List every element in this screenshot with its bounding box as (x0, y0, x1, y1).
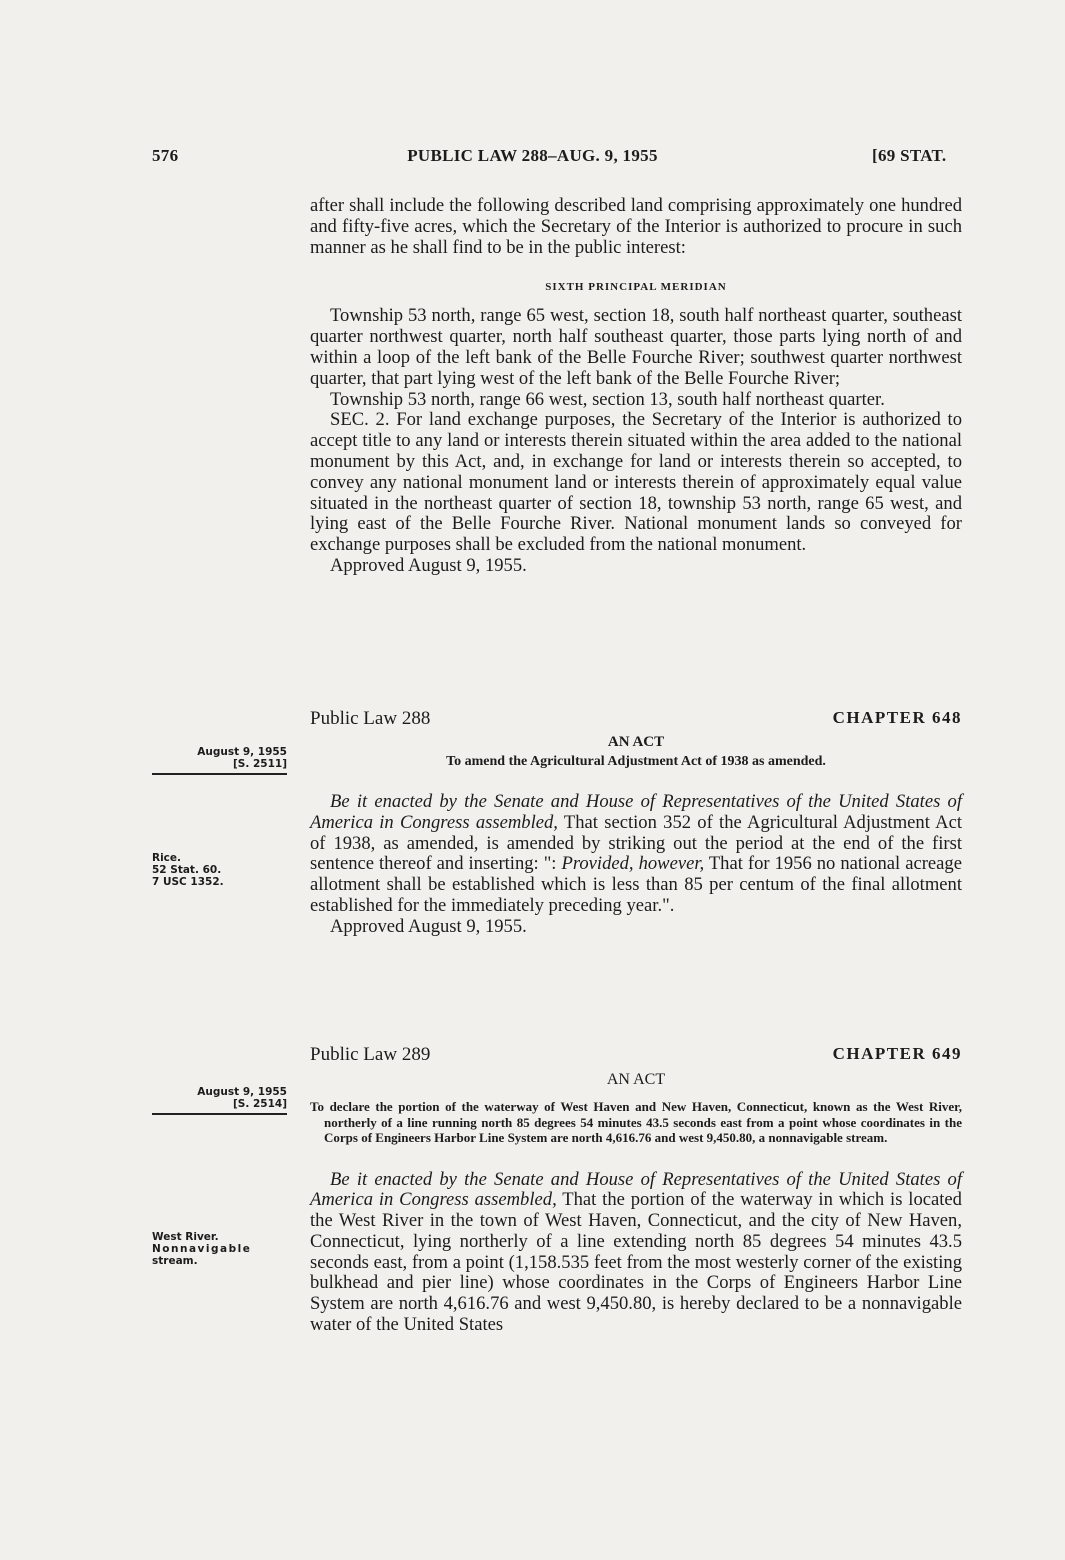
margin-note-288 (152, 746, 287, 775)
intro-paragraph: after shall include the following described land comprising approximately one hundred and fifty-five acres, which the Secretary of the Interior is authorized to procure in such manner as he shall find to be in the public interest: (310, 195, 962, 258)
margin-rice: Rice. (152, 852, 182, 864)
proviso-288: Provided, however, (561, 853, 705, 875)
law-289-label: Public Law 289 (310, 1044, 431, 1065)
purpose-288: To amend the Agricultural Adjustment Act of 1938 as amended. (446, 754, 826, 769)
margin-west-river: West River. (152, 1231, 219, 1243)
margin-stream: stream. (152, 1255, 198, 1267)
approved-date-2: Approved August 9, 1955. (330, 915, 527, 937)
enactment-289 (310, 1170, 962, 1336)
margin-nonnavigable: Nonnavigable (152, 1243, 252, 1255)
margin-7-usc: 7 USC 1352. (152, 876, 224, 888)
law-289-heading (310, 1044, 962, 1070)
margin-note-289 (152, 1086, 287, 1115)
body-288-part1: That section 352 of the Agricultural Adjustment Act of 1938, as amended, is amended by striking out the period at the end of the first sentence thereof and inserting: ": (310, 811, 962, 875)
an-act-289: AN ACT (606, 1071, 666, 1088)
purpose-289: To declare the portion of the waterway of West Haven and New Haven, Connecticut, known as the West River, northerly of a line running north 85 degrees 54 minutes 43.5 seconds east from a point whose coordinates in the Corps of Engineers Harbor Line System are north 4,616.76 and west 9,450.80, a nonnavigable stream. (310, 1099, 962, 1145)
section-2: SEC. 2. For land exchange purposes, the Secretary of the Interior is authorized to accept title to any land or interests therein situated within the area added to the national monument by this Act, and, in exchange for land or interests therein so accepted, to convey any national monument land or interests therein of approximately equal value situated in the northeast quarter of section 18, township 53 north, range 65 west, and lying east of the Belle Fourche River. National monument lands so conveyed for exchange purposes shall be excluded from the national monument. (310, 409, 962, 556)
an-act-288: AN ACT (607, 734, 665, 750)
page-number: 576 (152, 146, 179, 165)
law-289-body (310, 1071, 962, 1336)
enacting-clause-289: Be it enacted by the Senate and House of Representatives of the United States of America in Congress assembled, (310, 1168, 962, 1211)
margin-bill-288: [S. 2511] (232, 758, 287, 770)
body-288-part2: That for 1956 no national acreage allotment shall be established which is less than 85 per centum of the final allotment established for the immediately preceding year.". (310, 853, 962, 916)
law-288-heading (310, 708, 962, 734)
law-288-body (310, 733, 962, 938)
township-53-65: Township 53 north, range 65 west, section 18, south half northeast quarter, southeast quarter northwest quarter, north half southeast quarter, those parts lying north of and within a loop of the left bank of the Belle Fourche River; southwest quarter northwest quarter, that part lying west of the left bank of the Belle Fourche River; (310, 305, 962, 389)
margin-rule-289 (152, 1113, 287, 1115)
approved-date-1: Approved August 9, 1955. (330, 554, 527, 576)
margin-date-288: August 9, 1955 (197, 746, 287, 758)
running-header: PUBLIC LAW 288–AUG. 9, 1955 (407, 146, 658, 165)
margin-bill-289: [S. 2514] (232, 1098, 287, 1110)
margin-rule-288 (152, 773, 287, 775)
margin-52-stat: 52 Stat. 60. (152, 864, 222, 876)
enacting-clause-288: Be it enacted by the Senate and House of Representatives of the United States of America in Congress assembled, (310, 791, 962, 833)
township-53-66: Township 53 north, range 66 west, section 13, south half northeast quarter. (330, 388, 885, 410)
chapter-648: CHAPTER 648 (832, 708, 962, 727)
margin-refs-288 (152, 852, 287, 888)
margin-date-289: August 9, 1955 (197, 1086, 287, 1098)
meridian-heading: SIXTH PRINCIPAL MERIDIAN (545, 281, 727, 294)
margin-refs-289 (152, 1231, 287, 1267)
statute-volume: [69 STAT. (872, 146, 947, 165)
chapter-649: CHAPTER 649 (832, 1044, 962, 1063)
body-289: That the portion of the waterway in which is located the West River in the town of West Haven, Connecticut, and the city of New Haven, Connecticut, lying northerly of a line extending north 85 degrees 54 minutes 43.5 seconds east, from a point (1,158.535 feet from the most westerly corner of the existing bulkhead and pier line) whose coordinates in the Corps of Engineers Harbor Line System are north 4,616.76 and west 9,450.80, is hereby declared to be a nonnavigable water of the United States (310, 1189, 962, 1336)
intro-section (310, 196, 962, 577)
law-288-label: Public Law 288 (310, 708, 431, 729)
enactment-288 (310, 792, 962, 917)
